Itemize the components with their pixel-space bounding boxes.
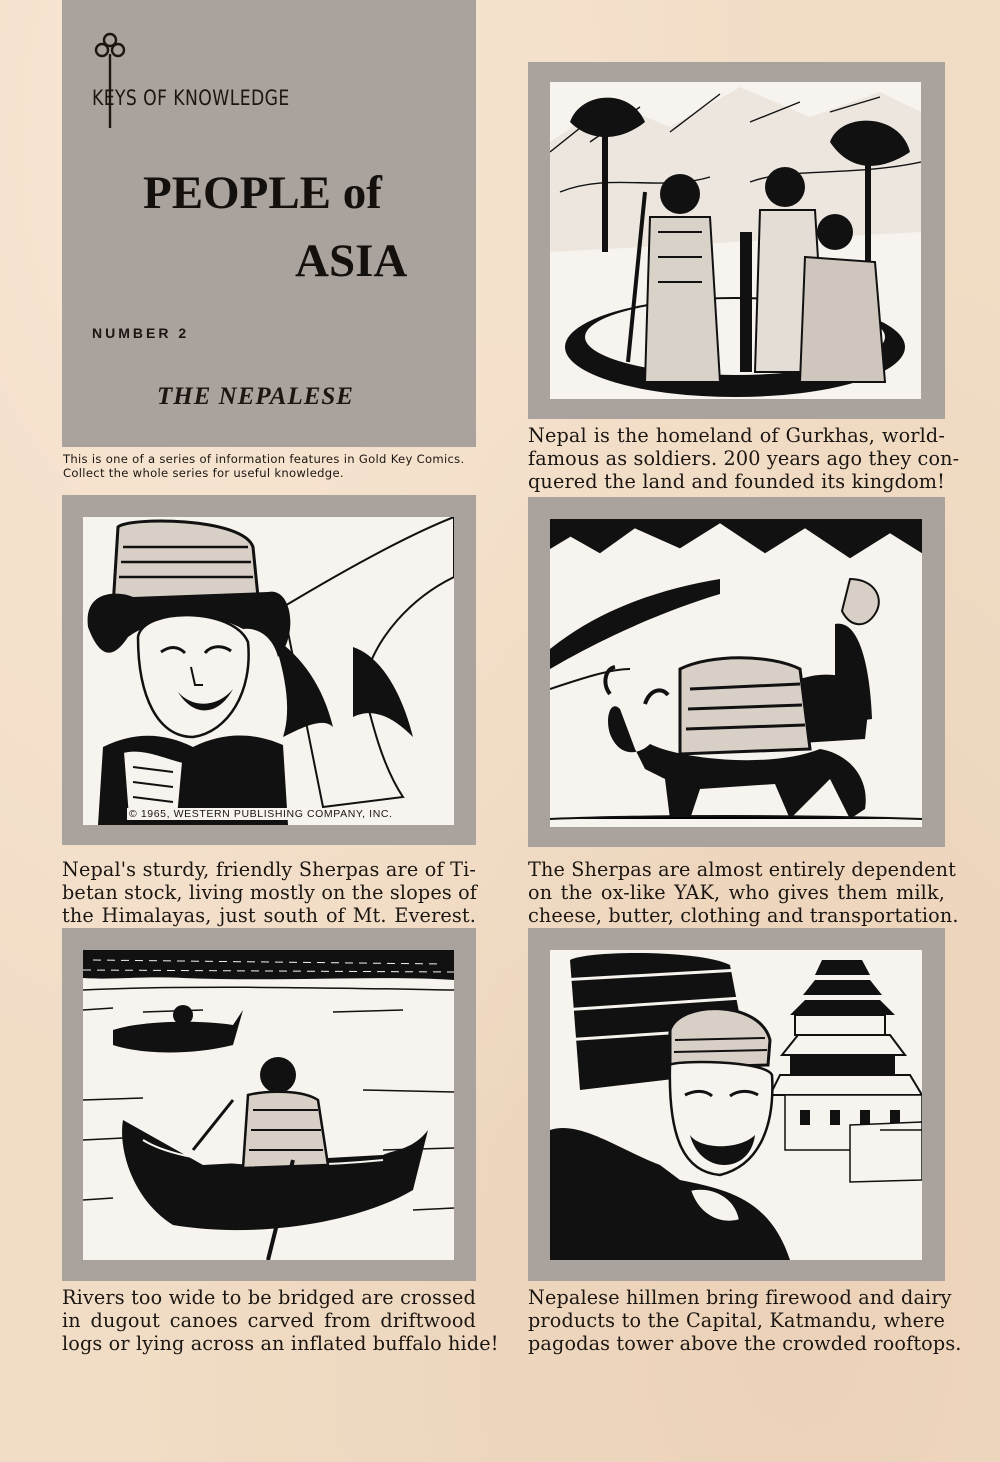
caption-line: The Sherpas are almost entirely dependent <box>528 858 957 881</box>
caption-line: logs or lying across an inflated buffalo hide! <box>62 1332 499 1355</box>
panel-yak <box>528 497 945 847</box>
caption-gurkhas <box>528 424 960 493</box>
gurkha-soldiers-illustration <box>550 82 921 399</box>
caption-line: products to the Capital, Katmandu, where <box>528 1309 945 1332</box>
caption-line: Nepal's sturdy, friendly Sherpas are of Ti- <box>62 858 476 881</box>
page-title-line2: ASIA <box>295 235 408 287</box>
series-name: KEYS OF KNOWLEDGE <box>92 86 290 110</box>
key-icon <box>90 28 130 128</box>
dugout-canoe-illustration <box>83 950 454 1260</box>
caption-katmandu <box>528 1286 962 1355</box>
panel-sherpa-portrait <box>62 495 476 845</box>
issue-number: NUMBER 2 <box>92 325 190 341</box>
caption-yak <box>528 858 959 927</box>
caption-line: Nepal is the homeland of Gurkhas, world- <box>528 424 945 447</box>
caption-line: the Himalayas, just south of Mt. Everest. <box>62 904 476 927</box>
series-note: This is one of a series of information features in Gold Key Comics. Collect the whole series for useful knowledge. <box>63 452 465 480</box>
caption-line: cheese, butter, clothing and transportation. <box>528 904 959 927</box>
copyright-notice: © 1965, WESTERN PUBLISHING COMPANY, INC. <box>129 808 393 820</box>
caption-line: Nepalese hillmen bring firewood and dairy <box>528 1286 952 1309</box>
caption-line: on the ox-like YAK, who gives them milk, <box>528 881 945 904</box>
caption-line: famous as soldiers. 200 years ago they con- <box>528 447 960 470</box>
caption-line: Rivers too wide to be bridged are crossed <box>62 1286 476 1309</box>
sherpa-yak-illustration <box>550 519 922 827</box>
caption-canoes <box>62 1286 499 1355</box>
caption-line: quered the land and founded its kingdom! <box>528 470 945 493</box>
katmandu-hillman-illustration <box>550 950 922 1260</box>
panel-canoes <box>62 928 476 1281</box>
panel-katmandu <box>528 928 945 1281</box>
caption-line: pagodas tower above the crowded rooftops. <box>528 1332 962 1355</box>
subtitle: THE NEPALESE <box>157 383 354 410</box>
panel-gurkhas <box>528 62 945 419</box>
page-title-line1: PEOPLE of <box>143 167 382 219</box>
sherpa-portrait-illustration <box>83 517 454 825</box>
caption-line: betan stock, living mostly on the slopes of <box>62 881 478 904</box>
caption-line: in dugout canoes carved from driftwood <box>62 1309 476 1332</box>
caption-sherpas <box>62 858 476 927</box>
